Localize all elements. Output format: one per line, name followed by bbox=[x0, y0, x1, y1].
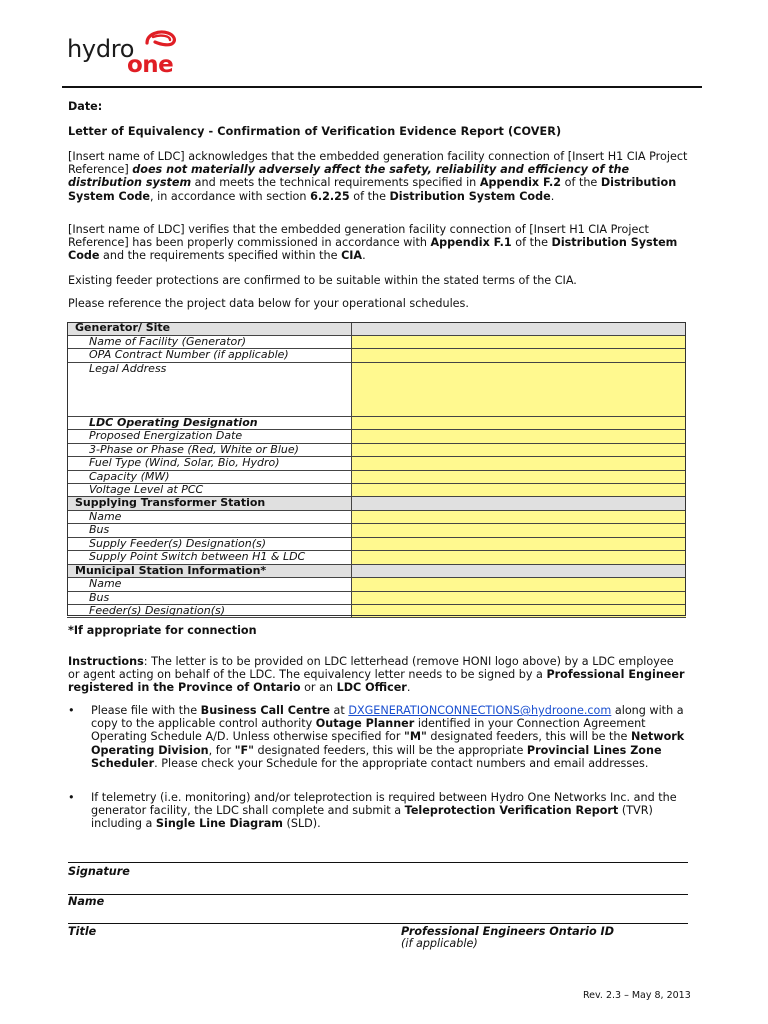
header-rule bbox=[62, 86, 702, 88]
hydro-one-logo bbox=[67, 29, 187, 79]
table-row: Proposed Energization Date bbox=[67, 430, 686, 443]
peo-id-note: (if applicable) bbox=[401, 937, 478, 950]
energization-date-field[interactable] bbox=[351, 430, 686, 443]
project-data-table bbox=[67, 322, 686, 618]
table-row: Supply Point Switch between H1 & LDC bbox=[67, 551, 686, 564]
table-row: Capacity (MW) bbox=[67, 470, 686, 483]
table-row: Voltage Level at PCC bbox=[67, 484, 686, 497]
supplying-ts-header: Supplying Transformer Station bbox=[67, 497, 351, 510]
table-row: Name bbox=[67, 578, 686, 591]
table-row: Supply Feeder(s) Designation(s) bbox=[67, 537, 686, 550]
email-link[interactable]: DXGENERATIONCONNECTIONS@hydroone.com bbox=[348, 704, 612, 717]
table-row: Fuel Type (Wind, Solar, Bio, Hydro) bbox=[67, 457, 686, 470]
table-row bbox=[67, 416, 686, 429]
opa-contract-field[interactable] bbox=[351, 349, 686, 362]
list-item-telemetry: • If telemetry (i.e. monitoring) and/or teleprotection is required between Hydro One Networks Inc. and the generator facility, the LDC shall complete and submit a Teleprotection Verification Report (TVR) including a Single Line Diagram (SLD). bbox=[68, 791, 688, 831]
footnote: *If appropriate for connection bbox=[68, 624, 257, 637]
logo-wordmark: hydro bbox=[67, 35, 135, 63]
instructions: Instructions: The letter is to be provided on LDC letterhead (remove HONI logo above) by a LDC employee or agent acting on behalf of the LDC. The equivalency letter needs to be signed by a Professional Engineer registered in the Province of Ontario or an LDC Officer. bbox=[68, 655, 685, 695]
phase-field[interactable] bbox=[351, 443, 686, 456]
ldc-operating-designation-label: LDC Operating Designation bbox=[67, 416, 351, 429]
ms-name-field[interactable] bbox=[351, 578, 686, 591]
signature-label: Signature bbox=[68, 865, 130, 878]
supply-feeder-field[interactable] bbox=[351, 537, 686, 550]
logo-accent: one bbox=[127, 52, 174, 78]
table-section-header bbox=[67, 564, 686, 577]
ldc-designation-field[interactable] bbox=[351, 416, 686, 429]
ts-name-field[interactable] bbox=[351, 510, 686, 523]
table-row: Feeder(s) Designation(s) bbox=[67, 604, 686, 617]
legal-address-field[interactable] bbox=[351, 362, 686, 416]
date-label: Date: bbox=[68, 100, 103, 113]
table-row: Bus bbox=[67, 591, 686, 604]
table-row: 3-Phase or Phase (Red, White or Blue) bbox=[67, 443, 686, 456]
paragraph-feeder-protections: Existing feeder protections are confirmed to be suitable within the stated terms of the CIA. bbox=[68, 274, 577, 287]
table-row: OPA Contract Number (if applicable) bbox=[67, 349, 686, 362]
ms-feeder-field[interactable] bbox=[351, 604, 686, 617]
title-line[interactable] bbox=[68, 923, 688, 924]
fuel-type-field[interactable] bbox=[351, 457, 686, 470]
title-label: Title bbox=[68, 925, 97, 938]
instructions-list bbox=[68, 704, 688, 770]
revision-note: Rev. 2.3 – May 8, 2013 bbox=[583, 990, 691, 1001]
ms-bus-field[interactable] bbox=[351, 591, 686, 604]
instructions-list-2 bbox=[68, 791, 688, 831]
generator-site-header: Generator/ Site bbox=[67, 322, 351, 335]
name-line[interactable] bbox=[68, 894, 688, 895]
paragraph-acknowledgement: [Insert name of LDC] acknowledges that the embedded generation facility connection of [Insert H1 CIA Project Reference] does not materially adversely affect the safety, reliability and efficiency of the distribution system and meets the technical requirements specified in Appendix F.2 of the Distribution System Code, in accordance with section 6.2.25 of the Distribution System Code. bbox=[68, 150, 688, 203]
voltage-level-field[interactable] bbox=[351, 484, 686, 497]
ts-bus-field[interactable] bbox=[351, 524, 686, 537]
supply-point-switch-field[interactable] bbox=[351, 551, 686, 564]
list-item-filing: • Please file with the Business Call Centre at DXGENERATIONCONNECTIONS@hydroone.com along with a copy to the applicable control authority Outage Planner identified in your Connection Agreement Operating Schedule A/D. Unless otherwise specified for "M" designated feeders, this will be the Network Operating Division, for "F" designated feeders, this will be the appropriate Provincial Lines Zone Scheduler. Please check your Schedule for the appropriate contact numbers and email addresses. bbox=[68, 704, 688, 770]
document-title: Letter of Equivalency - Confirmation of Verification Evidence Report (COVER) bbox=[68, 125, 562, 138]
table-section-header bbox=[67, 322, 686, 335]
table-section-header bbox=[67, 497, 686, 510]
table-row: Name of Facility (Generator) bbox=[67, 335, 686, 348]
name-label: Name bbox=[68, 895, 105, 908]
paragraph-reference: Please reference the project data below for your operational schedules. bbox=[68, 297, 469, 310]
paragraph-verification: [Insert name of LDC] verifies that the embedded generation facility connection of [Insert H1 CIA Project Reference] has been properly commissioned in accordance with Appendix F.1 of the Distribution System Code and the requirements specified within the CIA. bbox=[68, 223, 678, 263]
table-row: Bus bbox=[67, 524, 686, 537]
capacity-field[interactable] bbox=[351, 470, 686, 483]
table-row: Name bbox=[67, 510, 686, 523]
table-row: Legal Address bbox=[67, 362, 686, 416]
municipal-station-header: Municipal Station Information* bbox=[67, 564, 351, 577]
peo-id-label: Professional Engineers Ontario ID bbox=[401, 925, 615, 938]
facility-name-field[interactable] bbox=[351, 335, 686, 348]
signature-line[interactable] bbox=[68, 862, 688, 863]
